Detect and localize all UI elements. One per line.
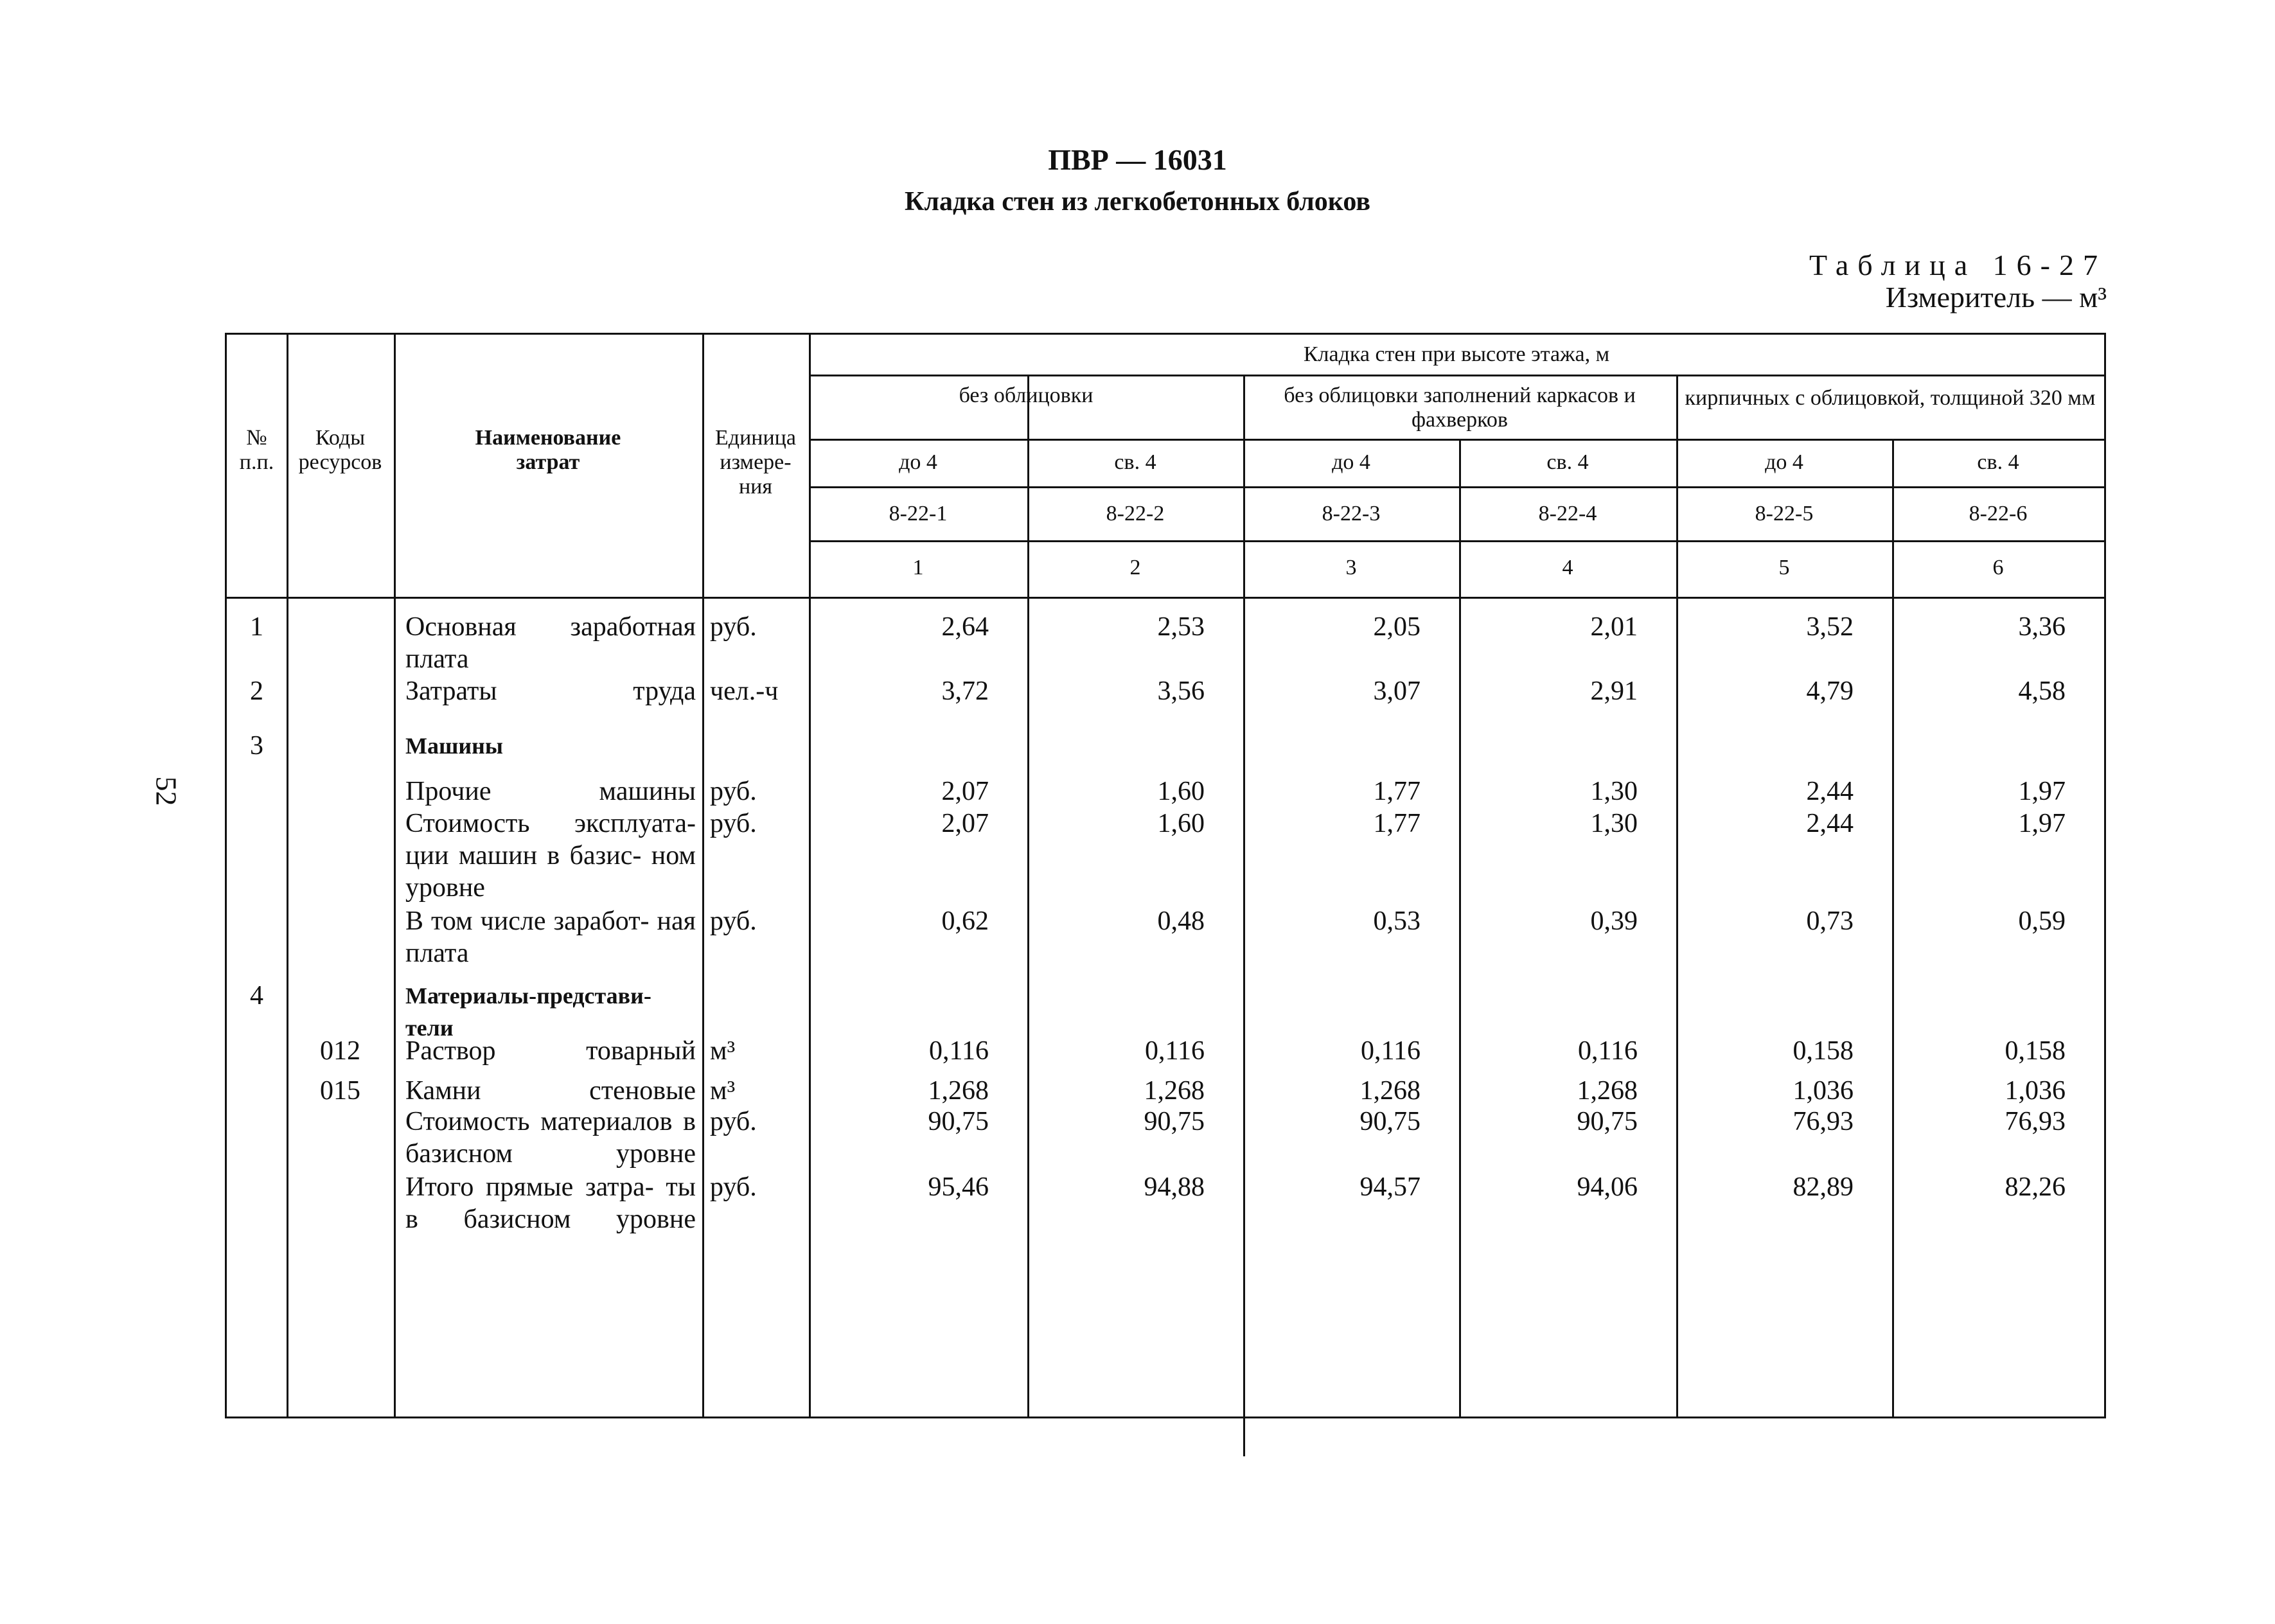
value-cell: 76,93 [1793, 1107, 1854, 1136]
value-cell: 0,116 [1145, 1036, 1205, 1066]
header-code: 8-22-1 [889, 502, 948, 525]
value-cell: 82,89 [1793, 1172, 1854, 1202]
value-cell: 4,58 [2018, 676, 2066, 706]
unit: руб. [710, 612, 757, 642]
header-height: до 4 [1332, 450, 1370, 474]
value-cell: 2,91 [1590, 676, 1638, 706]
header-colnum: 6 [1992, 556, 2004, 579]
value-cell: 1,30 [1590, 809, 1638, 838]
cost-name: Основная заработная плата [405, 612, 696, 674]
header-height: св. 4 [1977, 450, 2019, 474]
doc-title: Кладка стен из легкобетонных блоков [904, 187, 1371, 216]
cost-name: Материалы-представи- тели [405, 983, 651, 1041]
header-unit: Единица измере- ния [715, 426, 796, 499]
value-cell: 0,73 [1806, 906, 1854, 936]
header-code: 8-22-3 [1322, 502, 1381, 525]
page-number: 52 [150, 776, 183, 806]
rule [1676, 375, 1678, 1417]
cost-name: Затраты труда [405, 676, 696, 706]
value-cell: 94,06 [1577, 1172, 1638, 1202]
value-cell: 90,75 [1359, 1107, 1421, 1136]
rule [809, 439, 2104, 441]
value-cell: 0,53 [1373, 906, 1421, 936]
value-cell: 94,57 [1359, 1172, 1421, 1202]
value-cell: 2,53 [1157, 612, 1205, 642]
header-group: Кладка стен при высоте этажа, м [1303, 342, 1610, 366]
unit: руб. [710, 1172, 757, 1202]
value-cell: 2,64 [941, 612, 989, 642]
header-name: Наименование затрат [475, 426, 621, 474]
value-cell: 3,52 [1806, 612, 1854, 642]
cost-name: Стоимость эксплуата- ции машин в базис- ном уровне [405, 809, 696, 903]
cost-name: Прочие машины [405, 777, 696, 806]
rule [809, 375, 2104, 376]
header-colnum: 1 [912, 556, 924, 579]
unit: чел.-ч [710, 676, 779, 706]
row-number: 2 [250, 676, 263, 706]
row-number: 3 [250, 731, 263, 761]
row-number: 1 [250, 612, 263, 642]
value-cell: 2,07 [941, 777, 989, 806]
header-code: 8-22-4 [1538, 502, 1597, 525]
header-height: до 4 [899, 450, 937, 474]
unit: руб. [710, 809, 757, 838]
value-cell: 1,77 [1373, 777, 1421, 806]
header-colnum: 2 [1129, 556, 1141, 579]
value-cell: 3,07 [1373, 676, 1421, 706]
header-height: св. 4 [1546, 450, 1589, 474]
value-cell: 90,75 [1144, 1107, 1205, 1136]
value-cell: 82,26 [2005, 1172, 2066, 1202]
value-cell: 76,93 [2005, 1107, 2066, 1136]
header-sub-2: без облицовки заполнений каркасов и фахверков [1284, 384, 1636, 432]
value-cell: 1,268 [928, 1076, 989, 1106]
header-height: св. 4 [1114, 450, 1156, 474]
table-label: Таблица 16-27 [1809, 249, 2107, 281]
value-cell: 1,036 [1793, 1076, 1854, 1106]
header-sub-1: без облицовки [959, 384, 1093, 407]
cost-name: В том числе заработ- ная плата [405, 906, 696, 968]
rule [809, 486, 2104, 488]
value-cell: 0,39 [1590, 906, 1638, 936]
value-cell: 2,44 [1806, 809, 1854, 838]
value-cell: 2,05 [1373, 612, 1421, 642]
resource-code: 012 [320, 1036, 360, 1066]
rule [227, 597, 2104, 599]
value-cell: 0,158 [1793, 1036, 1854, 1066]
value-cell: 1,60 [1157, 809, 1205, 838]
header-colnum: 3 [1345, 556, 1357, 579]
header-sub-3: кирпичных с облицовкой, толщиной 320 мм [1685, 386, 2096, 410]
rule [394, 335, 396, 1417]
value-cell: 94,88 [1144, 1172, 1205, 1202]
rule [287, 335, 288, 1417]
value-cell: 1,97 [2018, 777, 2066, 806]
value-cell: 0,62 [941, 906, 989, 936]
header-colnum: 4 [1562, 556, 1573, 579]
value-cell: 90,75 [1577, 1107, 1638, 1136]
value-cell: 1,268 [1577, 1076, 1638, 1106]
cost-name: Раствор товарный [405, 1036, 696, 1066]
header-colnum: 5 [1778, 556, 1790, 579]
value-cell: 1,97 [2018, 809, 2066, 838]
value-cell: 3,72 [941, 676, 989, 706]
value-cell: 2,44 [1806, 777, 1854, 806]
header-code: 8-22-5 [1755, 502, 1814, 525]
value-cell: 3,36 [2018, 612, 2066, 642]
cost-name: Машины [405, 733, 503, 759]
value-cell: 0,116 [1361, 1036, 1421, 1066]
value-cell: 2,01 [1590, 612, 1638, 642]
value-cell: 0,116 [929, 1036, 989, 1066]
measure-unit: Измеритель — м³ [1885, 281, 2107, 313]
header-code: 8-22-6 [1969, 502, 2028, 525]
resource-code: 015 [320, 1076, 360, 1106]
rule [809, 335, 811, 1417]
value-cell: 90,75 [928, 1107, 989, 1136]
cost-name: Итого прямые затра- ты в базисном уровне [405, 1172, 696, 1234]
unit: м³ [710, 1076, 736, 1106]
value-cell: 0,48 [1157, 906, 1205, 936]
header-height: до 4 [1765, 450, 1803, 474]
value-cell: 3,56 [1157, 676, 1205, 706]
rule [809, 540, 2104, 542]
value-cell: 0,116 [1578, 1036, 1638, 1066]
cost-table [225, 333, 2106, 1418]
value-cell: 1,60 [1157, 777, 1205, 806]
value-cell: 1,268 [1144, 1076, 1205, 1106]
doc-code: ПВР — 16031 [1048, 143, 1227, 176]
value-cell: 95,46 [928, 1172, 989, 1202]
unit: руб. [710, 906, 757, 936]
header-code: 8-22-2 [1106, 502, 1165, 525]
value-cell: 2,07 [941, 809, 989, 838]
value-cell: 1,30 [1590, 777, 1638, 806]
rule [1027, 375, 1029, 1417]
value-cell: 1,77 [1373, 809, 1421, 838]
unit: руб. [710, 1107, 757, 1136]
cost-name: Камни стеновые [405, 1076, 696, 1106]
value-cell: 0,59 [2018, 906, 2066, 936]
cost-name: Стоимость материалов в базисном уровне [405, 1107, 696, 1169]
row-number: 4 [250, 981, 263, 1011]
value-cell: 1,268 [1359, 1076, 1421, 1106]
value-cell: 1,036 [2005, 1076, 2066, 1106]
unit: м³ [710, 1036, 736, 1066]
value-cell: 4,79 [1806, 676, 1854, 706]
header-num: № п.п. [239, 426, 274, 474]
unit: руб. [710, 777, 757, 806]
header-codes: Коды ресурсов [298, 426, 382, 474]
value-cell: 0,158 [2005, 1036, 2066, 1066]
